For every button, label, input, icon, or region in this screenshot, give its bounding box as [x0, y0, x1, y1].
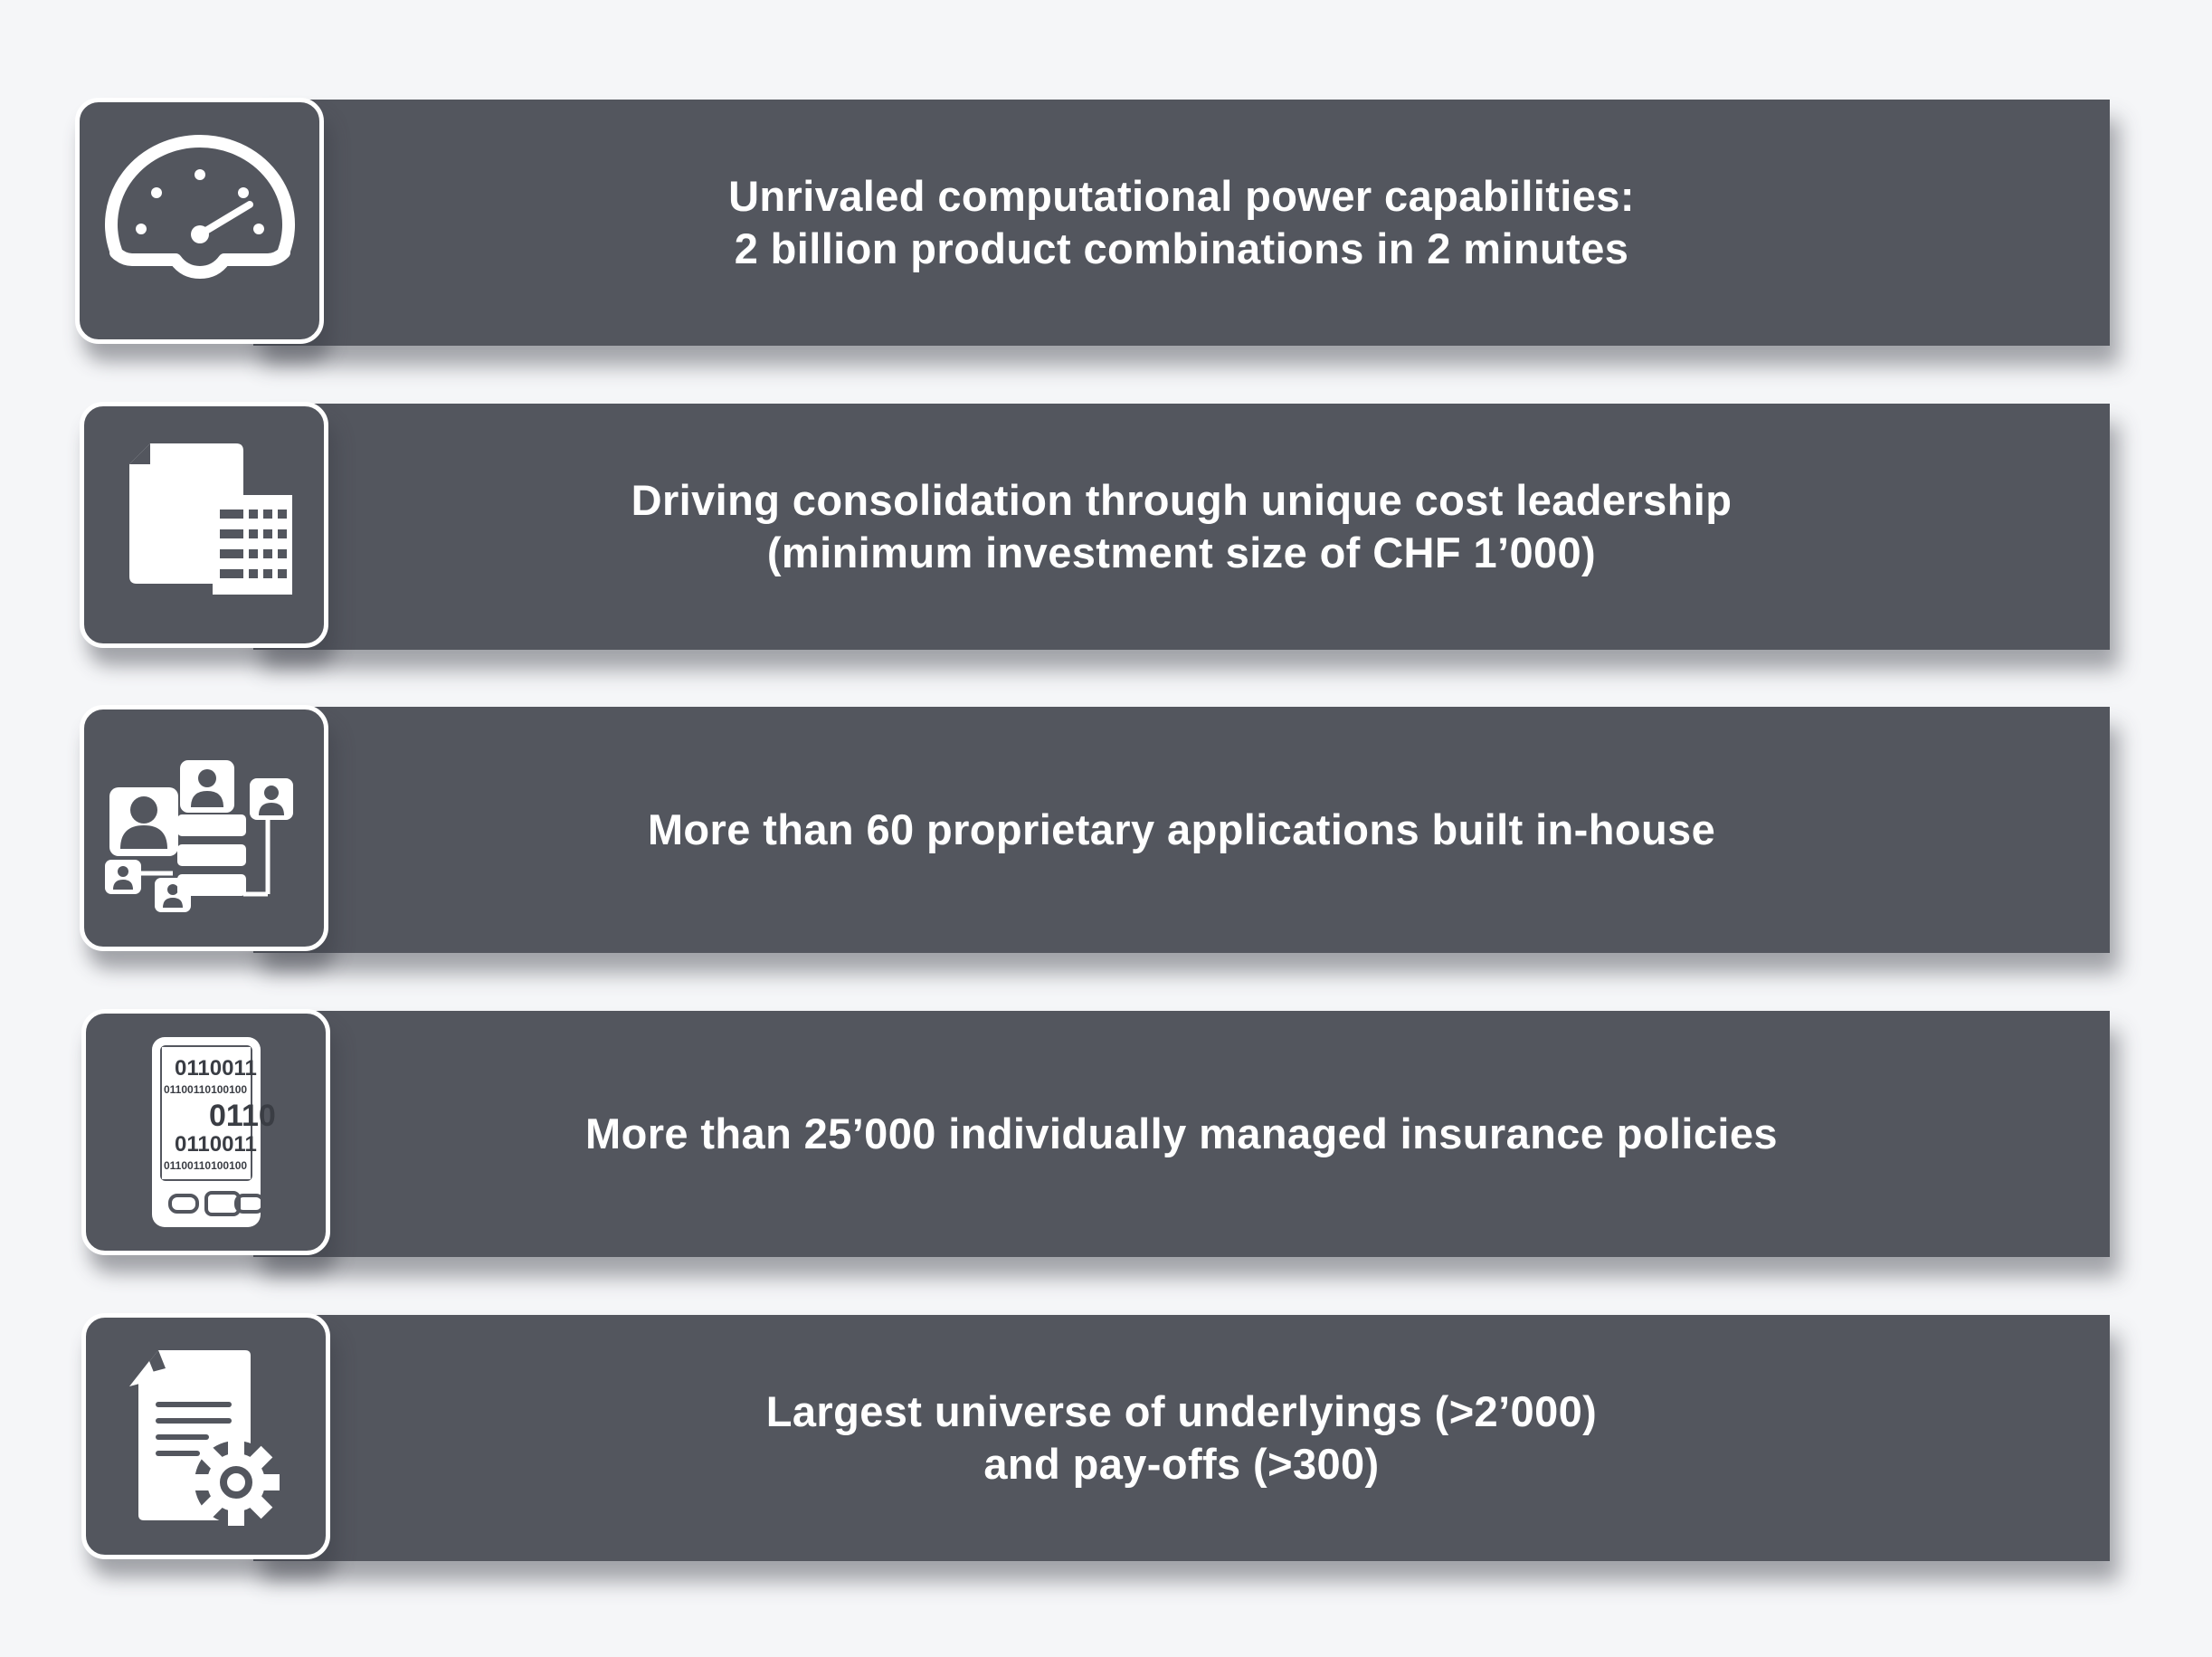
- feature-row-computation: [0, 100, 2212, 353]
- feature-row-cost: [0, 404, 2212, 657]
- feature-line: 2 billion product combinations in 2 minutes: [734, 224, 1629, 272]
- binary-text: 01100110100100: [163, 1159, 247, 1172]
- feature-text: [253, 404, 2110, 650]
- feature-row-policies: [0, 1011, 2212, 1264]
- feature-line: More than 25’000 individually managed insurance policies: [585, 1109, 1778, 1157]
- binary-text: 01100110100100: [163, 1083, 247, 1096]
- feature-line: More than 60 proprietary applications built in-house: [647, 805, 1716, 853]
- feature-text: [253, 707, 2110, 953]
- feature-line: Unrivaled computational power capabilities:: [728, 172, 1635, 220]
- binary-text: 0110011: [174, 1132, 257, 1157]
- feature-row-applications: [0, 707, 2212, 960]
- feature-row-underlyings: [0, 1315, 2212, 1568]
- binary-text: 0110: [208, 1099, 276, 1133]
- feature-text: [253, 100, 2110, 346]
- binary-text: 0110011: [174, 1056, 257, 1081]
- feature-text: [253, 1315, 2110, 1561]
- feature-line: (minimum investment size of CHF 1’000): [766, 529, 1597, 576]
- feature-line: Largest universe of underlyings (>2’000): [765, 1387, 1598, 1435]
- feature-text: [253, 1011, 2110, 1257]
- feature-line: Driving consolidation through unique cost leadership: [631, 476, 1733, 524]
- feature-line: and pay-offs (>300): [983, 1440, 1380, 1488]
